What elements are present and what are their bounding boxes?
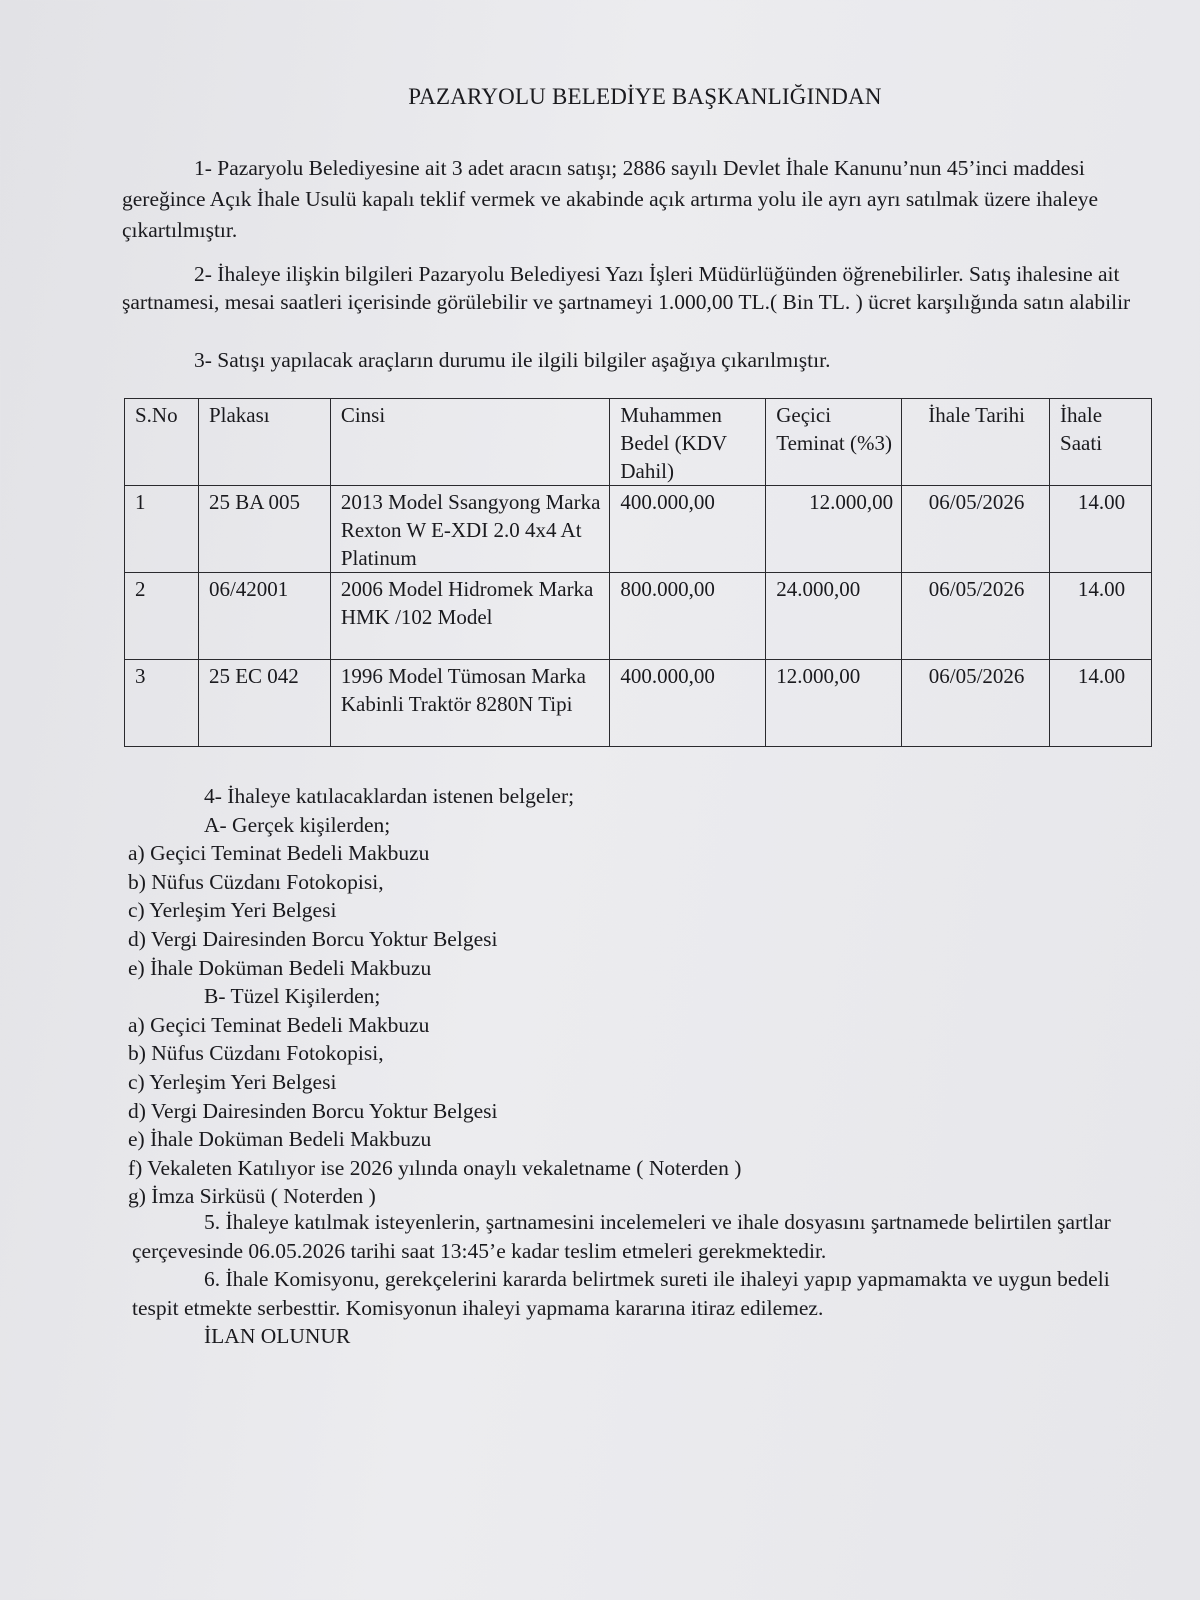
cell-value: 400.000,00	[610, 486, 766, 573]
cell-type: 2013 Model Ssangyong Marka Rexton W E-XDI 2.0 4x4 At Platinum	[330, 486, 610, 573]
header-plate: Plakası	[198, 399, 330, 486]
real-persons-heading: A- Gerçek kişilerden;	[204, 812, 391, 837]
list-item: g) İmza Sirküsü ( Noterden )	[128, 1184, 376, 1209]
cell-guarantee: 12.000,00	[766, 486, 902, 573]
cell-sno: 1	[125, 486, 199, 573]
legal-persons-heading: B- Tüzel Kişilerden;	[204, 984, 381, 1009]
paragraph-5: 5. İhaleye katılmak isteyenlerin, şartnamesini incelemeleri ve ihale dosyasını şartnamede belirtilen şartlar çerçevesinde 06.05.2026 tarihi saat 13:45’e kadar teslim etmeleri gerekmektedir.	[132, 1210, 1111, 1263]
table-row	[125, 660, 1152, 747]
header-sno: S.No	[125, 399, 199, 486]
paragraph-3: 3- Satışı yapılacak araçların durumu ile ilgili bilgiler aşağıya çıkarılmıştır.	[194, 348, 831, 372]
list-item: d) Vergi Dairesinden Borcu Yoktur Belgesi	[128, 926, 498, 951]
table-row	[125, 573, 1152, 660]
cell-type: 2006 Model Hidromek Marka HMK /102 Model	[330, 573, 610, 660]
list-item: b) Nüfus Cüzdanı Fotokopisi,	[128, 869, 384, 894]
header-time: İhale Saati	[1050, 399, 1152, 486]
cell-time: 14.00	[1050, 660, 1152, 747]
list-item: e) İhale Doküman Bedeli Makbuzu	[128, 955, 432, 980]
announcement: İLAN OLUNUR	[204, 1324, 351, 1348]
list-item: a) Geçici Teminat Bedeli Makbuzu	[128, 841, 430, 866]
list-item: d) Vergi Dairesinden Borcu Yoktur Belgesi	[128, 1098, 498, 1123]
paragraph-6: 6. İhale Komisyonu, gerekçelerini kararda belirtmek sureti ile ihaleyi yapıp yapmamakta ve uygun bedeli tespit etmekte serbesttir. Komisyonun ihaleyi yapmama kararına itiraz edilemez.	[132, 1267, 1110, 1320]
table-row	[125, 486, 1152, 573]
vehicle-table	[124, 398, 1152, 747]
closing-section	[132, 1208, 1152, 1351]
header-guarantee: Geçici Teminat (%3)	[766, 399, 902, 486]
paragraph-1: 1- Pazaryolu Belediyesine ait 3 adet aracın satışı; 2886 sayılı Devlet İhale Kanunu’nun 45’inci maddesi gereğince Açık İhale Usulü kapalı teklif vermek ve akabinde açık artırma yolu ile ayrı ayrı satılmak üzere ihaleye çıkartılmıştır.	[122, 156, 1099, 242]
cell-sno: 3	[125, 660, 199, 747]
cell-date: 06/05/2026	[902, 660, 1050, 747]
list-item: b) Nüfus Cüzdanı Fotokopisi,	[128, 1041, 384, 1066]
paragraph-2: 2- İhaleye ilişkin bilgileri Pazaryolu Belediyesi Yazı İşleri Müdürlüğünden öğrenebilirler. Satış ihalesine ait şartnamesi, mesai saatleri içerisinde görülebilir ve şartnameyi 1.000,00 TL.( Bin TL. ) ücret karşılığında satın alabilir	[122, 262, 1131, 314]
cell-date: 06/05/2026	[902, 486, 1050, 573]
requirements-list	[128, 782, 741, 1211]
cell-plate: 25 EC 042	[198, 660, 330, 747]
cell-guarantee: 24.000,00	[766, 573, 902, 660]
cell-type: 1996 Model Tümosan Marka Kabinli Traktör 8280N Tipi	[330, 660, 610, 747]
cell-value: 800.000,00	[610, 573, 766, 660]
cell-sno: 2	[125, 573, 199, 660]
cell-value: 400.000,00	[610, 660, 766, 747]
list-item: f) Vekaleten Katılıyor ise 2026 yılında onaylı vekaletname ( Noterden )	[128, 1155, 742, 1180]
cell-date: 06/05/2026	[902, 573, 1050, 660]
requirements-heading: 4- İhaleye katılacaklardan istenen belgeler;	[204, 784, 575, 808]
list-item: c) Yerleşim Yeri Belgesi	[128, 898, 337, 923]
cell-plate: 06/42001	[198, 573, 330, 660]
cell-time: 14.00	[1050, 573, 1152, 660]
header-date: İhale Tarihi	[902, 399, 1050, 486]
header-value: Muhammen Bedel (KDV Dahil)	[610, 399, 766, 486]
cell-time: 14.00	[1050, 486, 1152, 573]
table-header-row	[125, 399, 1152, 486]
document-title: PAZARYOLU BELEDİYE BAŞKANLIĞINDAN	[408, 84, 882, 109]
cell-guarantee: 12.000,00	[766, 660, 902, 747]
list-item: c) Yerleşim Yeri Belgesi	[128, 1069, 337, 1094]
header-type: Cinsi	[330, 399, 610, 486]
cell-plate: 25 BA 005	[198, 486, 330, 573]
list-item: a) Geçici Teminat Bedeli Makbuzu	[128, 1012, 430, 1037]
list-item: e) İhale Doküman Bedeli Makbuzu	[128, 1127, 432, 1152]
